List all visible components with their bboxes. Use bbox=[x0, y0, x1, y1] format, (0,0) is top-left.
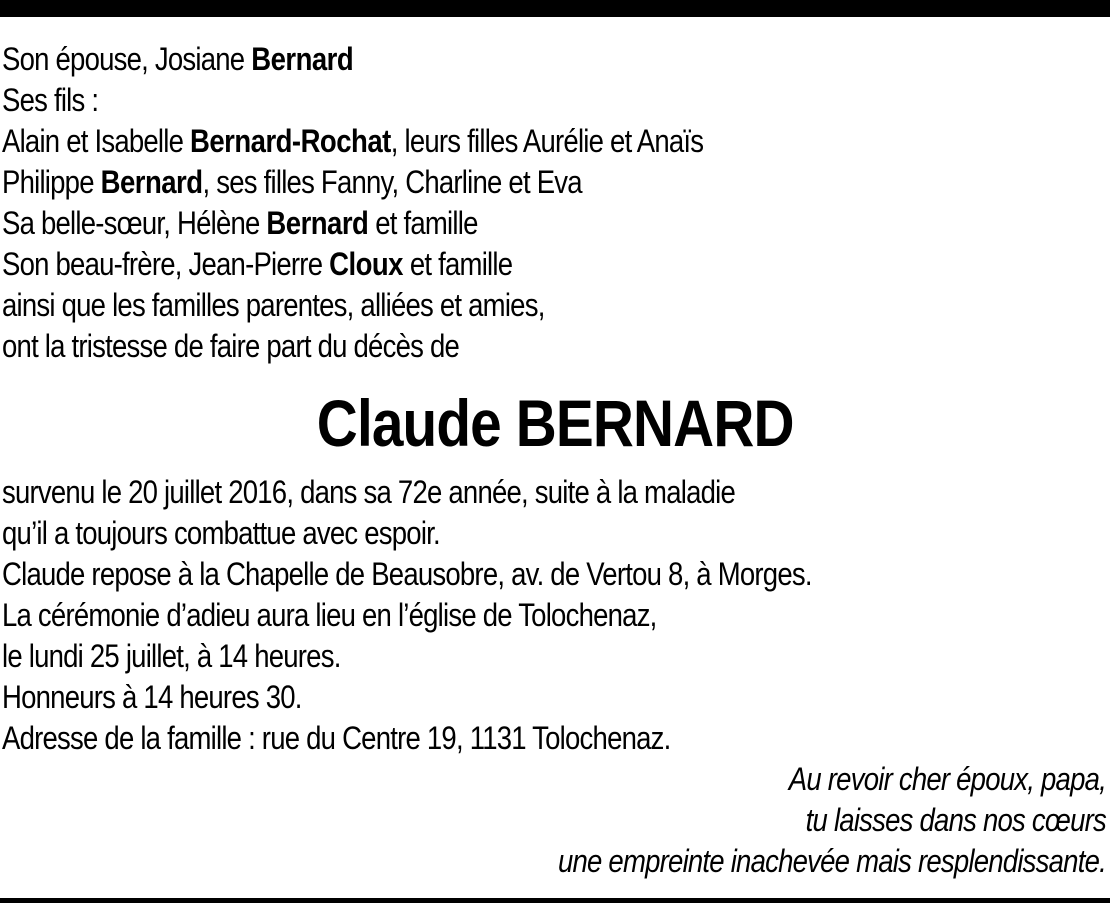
family-line: Sa belle-sœur, Hélène Bernard et famille bbox=[2, 205, 478, 241]
poem-line: une empreinte inachevée mais resplendissante. bbox=[557, 843, 1106, 879]
detail-line: Honneurs à 14 heures 30. bbox=[2, 679, 302, 715]
family-line: Philippe Bernard, ses filles Fanny, Charline et Eva bbox=[2, 164, 582, 200]
detail-line: le lundi 25 juillet, à 14 heures. bbox=[2, 638, 341, 674]
family-line: ainsi que les familles parentes, alliées et amies, bbox=[2, 287, 545, 323]
detail-line: Adresse de la famille : rue du Centre 19, 1131 Tolochenaz. bbox=[2, 720, 671, 756]
farewell-poem bbox=[106, 759, 1106, 882]
family-line: ont la tristesse de faire part du décès de bbox=[2, 328, 460, 364]
family-line: Son beau-frère, Jean-Pierre Cloux et famille bbox=[2, 246, 513, 282]
family-list bbox=[2, 39, 1102, 367]
family-line: Ses fils : bbox=[2, 82, 99, 118]
poem-line: Au revoir cher époux, papa, bbox=[788, 761, 1106, 797]
family-line: Alain et Isabelle Bernard-Rochat, leurs filles Aurélie et Anaïs bbox=[2, 123, 704, 159]
detail-line: La cérémonie d’adieu aura lieu en l’église de Tolochenaz, bbox=[2, 597, 657, 633]
funeral-details bbox=[2, 472, 1102, 759]
detail-line: qu’il a toujours combattue avec espoir. bbox=[2, 515, 440, 551]
detail-line: Claude repose à la Chapelle de Beausobre, av. de Vertou 8, à Morges. bbox=[2, 556, 812, 592]
poem-line: tu laisses dans nos cœurs bbox=[805, 802, 1106, 838]
top-border-rule bbox=[0, 0, 1110, 17]
deceased-name: Claude BERNARD bbox=[316, 386, 794, 460]
bottom-border-rule bbox=[0, 898, 1110, 903]
detail-line: survenu le 20 juillet 2016, dans sa 72e année, suite à la maladie bbox=[2, 474, 736, 510]
family-line: Son épouse, Josiane Bernard bbox=[2, 41, 354, 77]
